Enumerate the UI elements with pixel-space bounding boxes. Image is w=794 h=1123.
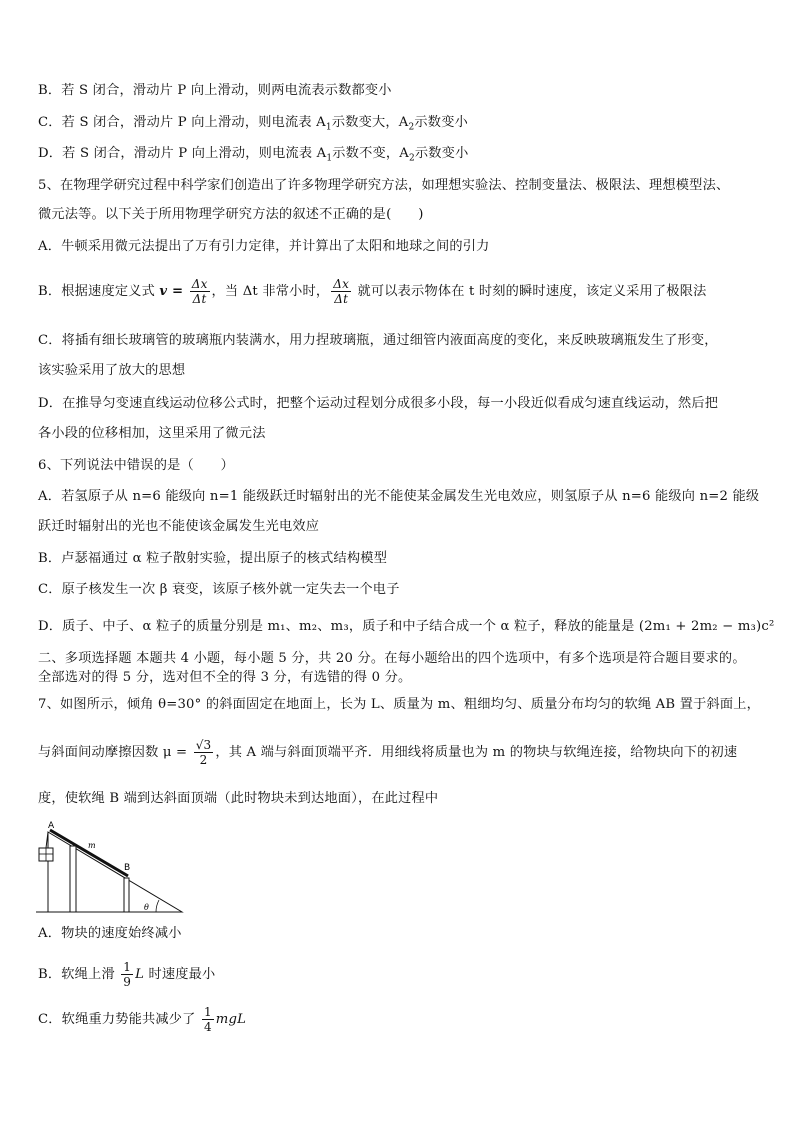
incline-diagram: [36, 820, 186, 916]
q7-stem-line-1: 7、如图所示，倾角 θ=30° 的斜面固定在地面上，长为 L、质量为 m、粗细均匀、质量分布均匀的软绳 AB 置于斜面上，: [38, 697, 761, 712]
q7-stem-line-3: 度，使软绳 B 端到达斜面顶端（此时物块未到达地面），在此过程中: [38, 791, 439, 806]
length-symbol: L: [135, 967, 145, 982]
denominator: Δt: [192, 292, 207, 306]
prev-option-b: B．若 S 闭合，滑动片 P 向上滑动，则两电流表示数都变小: [38, 83, 392, 98]
q6-option-b: B．卢瑟福通过 α 粒子散射实验，提出原子的核式结构模型: [38, 551, 388, 566]
text: 就可以表示物体在 t 时刻的瞬时速度，该定义采用了极限法: [353, 284, 707, 299]
denominator: 4: [203, 1020, 212, 1034]
q5-stem-line-1: 5、在物理学研究过程中科学家们创造出了许多物理学研究方法，如理想实验法、控制变量法、极限法、理想模型法、: [38, 178, 730, 193]
support-post-2: [124, 878, 129, 912]
q5-option-d-line-2: 各小段的位移相加，这里采用了微元法: [38, 426, 266, 441]
q6-stem: 6、下列说法中错误的是（ ）: [38, 458, 235, 473]
soft-rope: [50, 830, 131, 876]
q7-option-c: [38, 1005, 764, 1034]
q7-stem-line-2: [38, 738, 764, 767]
incline-triangle: [48, 832, 182, 912]
subscript: 2: [408, 122, 415, 133]
fraction-dx-dt-2: [331, 277, 351, 306]
q5-stem-line-2: 微元法等。以下关于所用物理学研究方法的叙述不正确的是( ): [38, 207, 424, 222]
q6-option-a-line-1: A．若氢原子从 n=6 能级向 n=1 能级跃迁时辐射出的光不能使某金属发生光电效应，则氢原子从 n=6 能级向 n=2 能级: [38, 489, 760, 504]
q5-option-a: A．牛顿采用微元法提出了万有引力定律，并计算出了太阳和地球之间的引力: [38, 239, 490, 254]
q5-option-c-line-1: C．将插有细长玻璃管的玻璃瓶内装满水，用力捏玻璃瓶，通过细管内液面高度的变化，来反映玻璃瓶发生了形变，: [38, 333, 718, 348]
q7-option-b: [38, 960, 764, 989]
q6-option-c: C．原子核发生一次 β 衰变，该原子核外就一定失去一个电子: [38, 582, 400, 597]
label-b: B: [124, 863, 131, 873]
q5-option-b: [38, 277, 764, 306]
section2-line-2: 全部选对的得 5 分，选对但不全的得 3 分，有选错的得 0 分。: [38, 670, 412, 685]
text: 示数变小: [414, 146, 469, 161]
subscript: 2: [408, 153, 415, 164]
label-m: m: [88, 841, 96, 850]
text: 示数变大，A: [331, 115, 409, 130]
text: ，其 A 端与斜面顶端平齐．用细线将质量也为 m 的物块与软绳连接，给物块向下的初速: [215, 745, 738, 760]
numerator: √3: [195, 738, 212, 752]
denominator: Δt: [334, 292, 349, 306]
text: 与斜面间动摩擦因数 μ =: [38, 745, 192, 760]
fraction-1-over-9: [121, 960, 133, 989]
text: 时速度最小: [144, 967, 216, 982]
q5-option-d-line-1: D．在推导匀变速直线运动位移公式时，把整个运动过程划分成很多小段，每一小段近似看成匀速直线运动，然后把: [38, 396, 719, 411]
subscript: 1: [326, 153, 333, 164]
q6-option-d: D．质子、中子、α 粒子的质量分别是 m₁、m₂、m₃，质子和中子结合成一个 α 粒子，释放的能量是 (2m₁ + 2m₂ − m₃)c²: [38, 619, 775, 634]
denominator: 9: [123, 975, 132, 989]
text: B．软绳上滑: [38, 967, 120, 982]
angle-arc: [156, 900, 159, 912]
support-post-1: [70, 846, 76, 912]
section2-line-1: 二、多项选择题 本题共 4 小题，每小题 5 分，共 20 分。在每小题给出的四个选项中，有多个选项是符合题目要求的。: [38, 651, 746, 666]
label-theta: θ: [144, 903, 149, 912]
text: 示数不变，A: [332, 146, 409, 161]
text: C．若 S 闭合，滑动片 P 向上滑动，则电流表 A: [38, 115, 326, 130]
q5-option-c-line-2: 该实验采用了放大的思想: [38, 363, 186, 378]
text: D．若 S 闭合，滑动片 P 向上滑动，则电流表 A: [38, 146, 327, 161]
subscript: 1: [325, 122, 332, 133]
numerator: 1: [123, 960, 132, 974]
fraction-dx-dt: [190, 277, 210, 306]
fraction-sqrt3-over-2: [194, 738, 214, 767]
numerator: Δx: [191, 277, 208, 291]
prev-option-d: [38, 145, 764, 163]
q7-option-a: A．物块的速度始终减小: [38, 926, 182, 941]
fraction-1-over-4: [202, 1005, 214, 1034]
text: ，当 Δt 非常小时，: [211, 284, 330, 299]
text: C．软绳重力势能共减少了: [38, 1012, 200, 1027]
label-a: A: [48, 821, 55, 831]
numerator: 1: [203, 1005, 212, 1019]
text: 示数变小: [414, 115, 468, 130]
mgl-symbol: mgL: [215, 1012, 247, 1027]
q6-option-a-line-2: 跃迁时辐射出的光也不能使该金属发生光电效应: [38, 519, 320, 534]
text: B．根据速度定义式: [38, 284, 160, 299]
denominator: 2: [199, 753, 208, 767]
prev-option-c: [38, 114, 764, 132]
numerator: Δx: [333, 277, 350, 291]
velocity-symbol: v =: [159, 284, 184, 299]
